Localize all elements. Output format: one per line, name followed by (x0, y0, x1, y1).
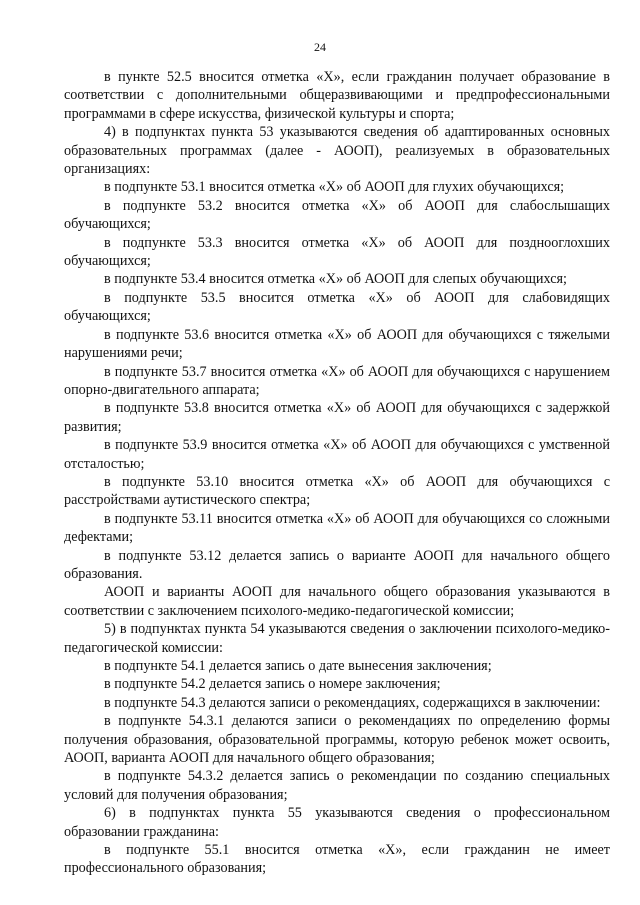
paragraph-54-3-1: в подпункте 54.3.1 делаются записи о рекомендациях по определению формы получения образования, образовательной программы, которую ребенок может освоить, АООП, варианта АООП для начального общего образования; (64, 713, 610, 767)
paragraph-53-3: в подпункте 53.3 вносится отметка «Х» об АООП для позднооглохших обучающихся; (64, 234, 610, 270)
paragraph-53-12: в подпункте 53.12 делается запись о варианте АООП для начального общего образования. (64, 547, 610, 582)
paragraph-52-5: в пункте 52.5 вносится отметка «Х», если гражданин получает образование в соответствии с дополнительными общеразвивающими и предпрофессиональными программами в сфере искусства, физической культуры и спорта; (64, 69, 610, 122)
paragraph-53-2: в подпункте 53.2 вносится отметка «Х» об АООП для слабослышащих обучающихся; (64, 197, 610, 233)
paragraph-54-3-2: в подпункте 54.3.2 делается запись о рекомендации по созданию специальных условий для получения образования; (64, 768, 610, 803)
paragraph-54-3: в подпункте 54.3 делаются записи о рекомендациях, содержащихся в заключении: (104, 694, 601, 711)
paragraph-53-6: в подпункте 53.6 вносится отметка «Х» об АООП для обучающихся с тяжелыми нарушениями речи; (64, 326, 610, 362)
paragraph-55-1: в подпункте 55.1 вносится отметка «Х», если гражданин не имеет профессионального образования; (64, 842, 610, 877)
paragraph-53-11: в подпункте 53.11 вносится отметка «Х» об АООП для обучающихся со сложными дефектами; (64, 510, 610, 546)
paragraph-53-9: в подпункте 53.9 вносится отметка «Х» об АООП для обучающихся с умственной отсталостью; (64, 437, 610, 472)
paragraph-53-8: в подпункте 53.8 вносится отметка «Х» об АООП для обучающихся с задержкой развития; (64, 400, 610, 435)
paragraph-54-2: в подпункте 54.2 делается запись о номере заключения; (104, 676, 441, 693)
paragraph-53-4: в подпункте 53.4 вносится отметка «Х» об АООП для слепых обучающихся; (104, 271, 567, 288)
page-number: 24 (314, 40, 326, 54)
document-body (64, 68, 610, 878)
paragraph-54-intro: 5) в подпунктах пункта 54 указываются сведения о заключении психолого-медико-педагогической комиссии: (64, 621, 610, 656)
paragraph-53-intro: 4) в подпунктах пункта 53 указываются сведения об адаптированных основных образовательных программах (далее - АООП), реализуемых в образовательных организациях: (64, 124, 610, 178)
paragraph-54-1: в подпункте 54.1 делается запись о дате вынесения заключения; (104, 658, 492, 674)
paragraph-53-1: в подпункте 53.1 вносится отметка «Х» об АООП для глухих обучающихся; (104, 179, 565, 196)
paragraph-53-7: в подпункте 53.7 вносится отметка «Х» об АООП для обучающихся с нарушением опорно-двигательного аппарата; (64, 363, 610, 398)
paragraph-53-5: в подпункте 53.5 вносится отметка «Х» об АООП для слабовидящих обучающихся; (64, 289, 610, 325)
paragraph-53-10: в подпункте 53.10 вносится отметка «Х» об АООП для обучающихся с расстройствами аутистического спектра; (64, 473, 610, 509)
paragraph-55-intro: 6) в подпунктах пункта 55 указываются сведения о профессиональном образовании гражданина: (64, 805, 610, 840)
paragraph-aoop-note: АООП и варианты АООП для начального общего образования указываются в соответствии с заключением психолого-медико-педагогической комиссии; (64, 584, 610, 619)
